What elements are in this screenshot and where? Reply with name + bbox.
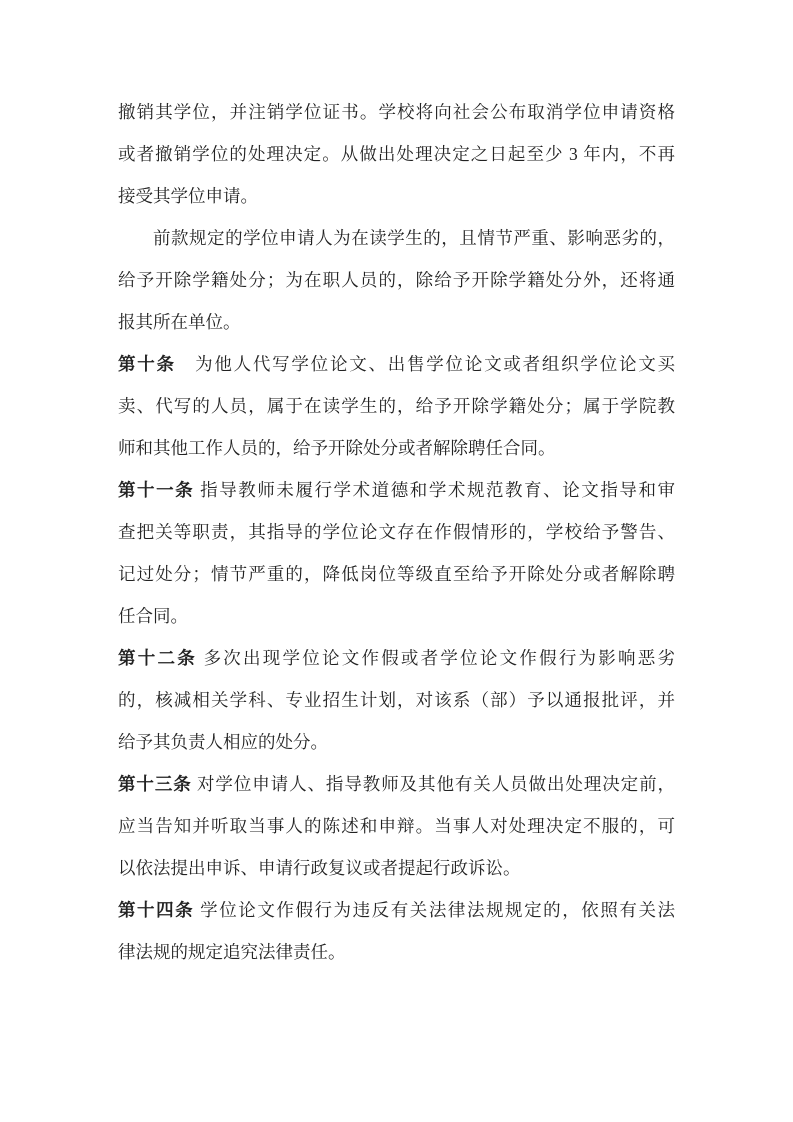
paragraph — [118, 637, 675, 763]
text-line: 师和其他工作人员的，给予开除处分或者解除聘任合同。 — [118, 438, 556, 458]
text-line: 给予开除学籍处分；为在职人员的，除给予开除学籍处分外，还将通 — [118, 270, 675, 290]
article-number: 第十二条 — [118, 648, 197, 668]
line-text: 为他人代写学位论文、出售学位论文或者组织学位论文买 — [175, 354, 675, 374]
paragraph — [118, 889, 675, 973]
article-number: 第十三条 — [118, 774, 192, 794]
paragraph — [118, 343, 675, 469]
paragraph — [118, 91, 675, 217]
line-text: 学位论文作假行为违反有关法律法规规定的，依照有关法 — [194, 900, 675, 920]
line-text: 多次出现学位论文作假或者学位论文作假行为影响恶劣 — [196, 648, 675, 668]
text-line: 前款规定的学位申请人为在读学生的，且情节严重、影响恶劣的， — [153, 228, 675, 248]
article-number: 第十四条 — [118, 900, 195, 920]
text-line — [118, 637, 675, 679]
text-line: 撤销其学位，并注销学位证书。学校将向社会公布取消学位申请资格 — [118, 102, 675, 122]
text-line: 或者撤销学位的处理决定。从做出处理决定之日起至少 3 年内，不再 — [118, 144, 675, 164]
text-line: 报其所在单位。 — [118, 312, 241, 332]
text-line: 律法规的规定追究法律责任。 — [118, 942, 346, 962]
text-line — [118, 763, 675, 805]
text-line: 查把关等职责，其指导的学位论文存在作假情形的，学校给予警告、 — [118, 522, 675, 542]
text-line — [118, 469, 675, 511]
paragraph — [118, 469, 675, 637]
text-line: 卖、代写的人员，属于在读学生的，给予开除学籍处分；属于学院教 — [118, 396, 675, 416]
text-line: 给予其负责人相应的处分。 — [118, 732, 328, 752]
document-body — [118, 91, 675, 973]
text-line: 以依法提出申诉、申请行政复议或者提起行政诉讼。 — [118, 858, 521, 878]
text-line: 接受其学位申请。 — [118, 186, 258, 206]
paragraph — [118, 763, 675, 889]
text-line: 任合同。 — [118, 606, 188, 626]
text-line — [118, 343, 675, 385]
line-text: 对学位申请人、指导教师及其他有关人员做出处理决定前， — [191, 774, 675, 794]
text-line: 应当告知并听取当事人的陈述和申辩。当事人对处理决定不服的，可 — [118, 816, 675, 836]
text-line — [118, 889, 675, 931]
article-number: 第十一条 — [118, 480, 195, 500]
line-text: 指导教师未履行学术道德和学术规范教育、论文指导和审 — [194, 480, 675, 500]
text-line: 记过处分；情节严重的，降低岗位等级直至给予开除处分或者解除聘 — [118, 564, 675, 584]
article-number: 第十条 — [118, 354, 176, 374]
paragraph — [118, 217, 675, 343]
text-line: 的，核减相关学科、专业招生计划，对该系（部）予以通报批评，并 — [118, 690, 675, 710]
